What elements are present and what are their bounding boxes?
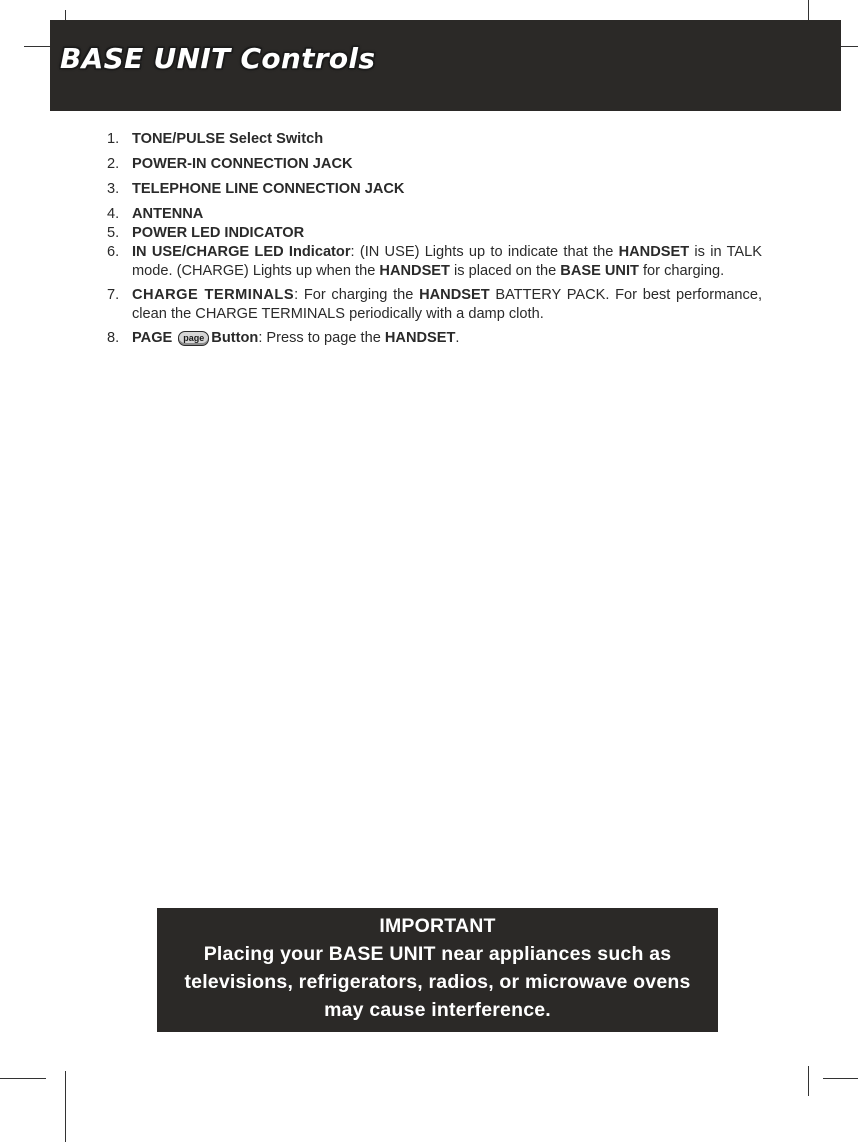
- list-item: [107, 286, 762, 324]
- item-number: 8.: [107, 330, 120, 346]
- list-item: [107, 329, 762, 348]
- notice-line: Placing your BASE UNIT near appliances such as: [203, 943, 672, 965]
- list-item: [107, 224, 762, 243]
- list-item: [107, 155, 762, 174]
- item-label: PAGE: [132, 330, 173, 346]
- item-text: : For charging the: [294, 287, 420, 303]
- item-label: CHARGE TERMINALS: [132, 287, 295, 303]
- item-emphasis: BASE UNIT: [560, 263, 639, 279]
- item-number: 5.: [107, 225, 120, 241]
- item-label: TONE/PULSE Select Switch: [132, 131, 324, 147]
- item-number: 3.: [107, 181, 120, 197]
- item-emphasis: HANDSET: [419, 287, 490, 303]
- item-text: for charging.: [638, 263, 725, 279]
- crop-mark: [841, 46, 858, 47]
- crop-mark: [808, 0, 809, 20]
- item-number: 4.: [107, 206, 120, 222]
- item-text: : Press to page the: [258, 330, 385, 346]
- crop-mark: [808, 1066, 809, 1096]
- item-emphasis: HANDSET: [384, 330, 456, 346]
- item-label: Button: [211, 330, 259, 346]
- item-label: ANTENNA: [132, 206, 204, 222]
- item-text: is in TALK mode. (CHARGE) Lights up when the: [132, 244, 762, 279]
- important-notice: [157, 908, 718, 1032]
- item-emphasis: HANDSET: [379, 263, 450, 279]
- controls-list: [107, 130, 762, 348]
- item-number: 6.: [107, 244, 120, 260]
- list-item: [107, 180, 762, 199]
- item-number: 2.: [107, 156, 120, 172]
- item-label: POWER-IN CONNECTION JACK: [132, 156, 353, 172]
- crop-mark: [823, 1078, 858, 1079]
- crop-mark: [0, 1078, 46, 1079]
- item-text: is placed on the: [449, 263, 561, 279]
- item-text: BATTERY PACK. For best performance, clean the CHARGE TERMINALS periodically with a damp cloth.: [132, 287, 762, 322]
- page-title: BASE UNIT Controls: [60, 42, 376, 75]
- item-text: .: [455, 330, 460, 346]
- item-text: : (IN USE) Lights up to indicate that the: [350, 244, 619, 260]
- notice-heading: IMPORTANT: [379, 915, 496, 937]
- item-number: 1.: [107, 131, 120, 147]
- item-label: IN USE/CHARGE LED Indicator: [132, 244, 351, 260]
- crop-mark: [24, 46, 50, 47]
- list-item: [107, 205, 762, 224]
- item-emphasis: HANDSET: [618, 244, 690, 260]
- notice-line: televisions, refrigerators, radios, or microwave ovens: [184, 971, 691, 993]
- page-key-icon: page: [178, 331, 209, 346]
- crop-mark: [65, 1071, 66, 1142]
- list-item: [107, 130, 762, 149]
- item-label: POWER LED INDICATOR: [132, 225, 305, 241]
- item-label: TELEPHONE LINE CONNECTION JACK: [132, 181, 405, 197]
- notice-line: may cause interference.: [324, 999, 551, 1021]
- list-item: [107, 243, 762, 281]
- item-number: 7.: [107, 287, 120, 303]
